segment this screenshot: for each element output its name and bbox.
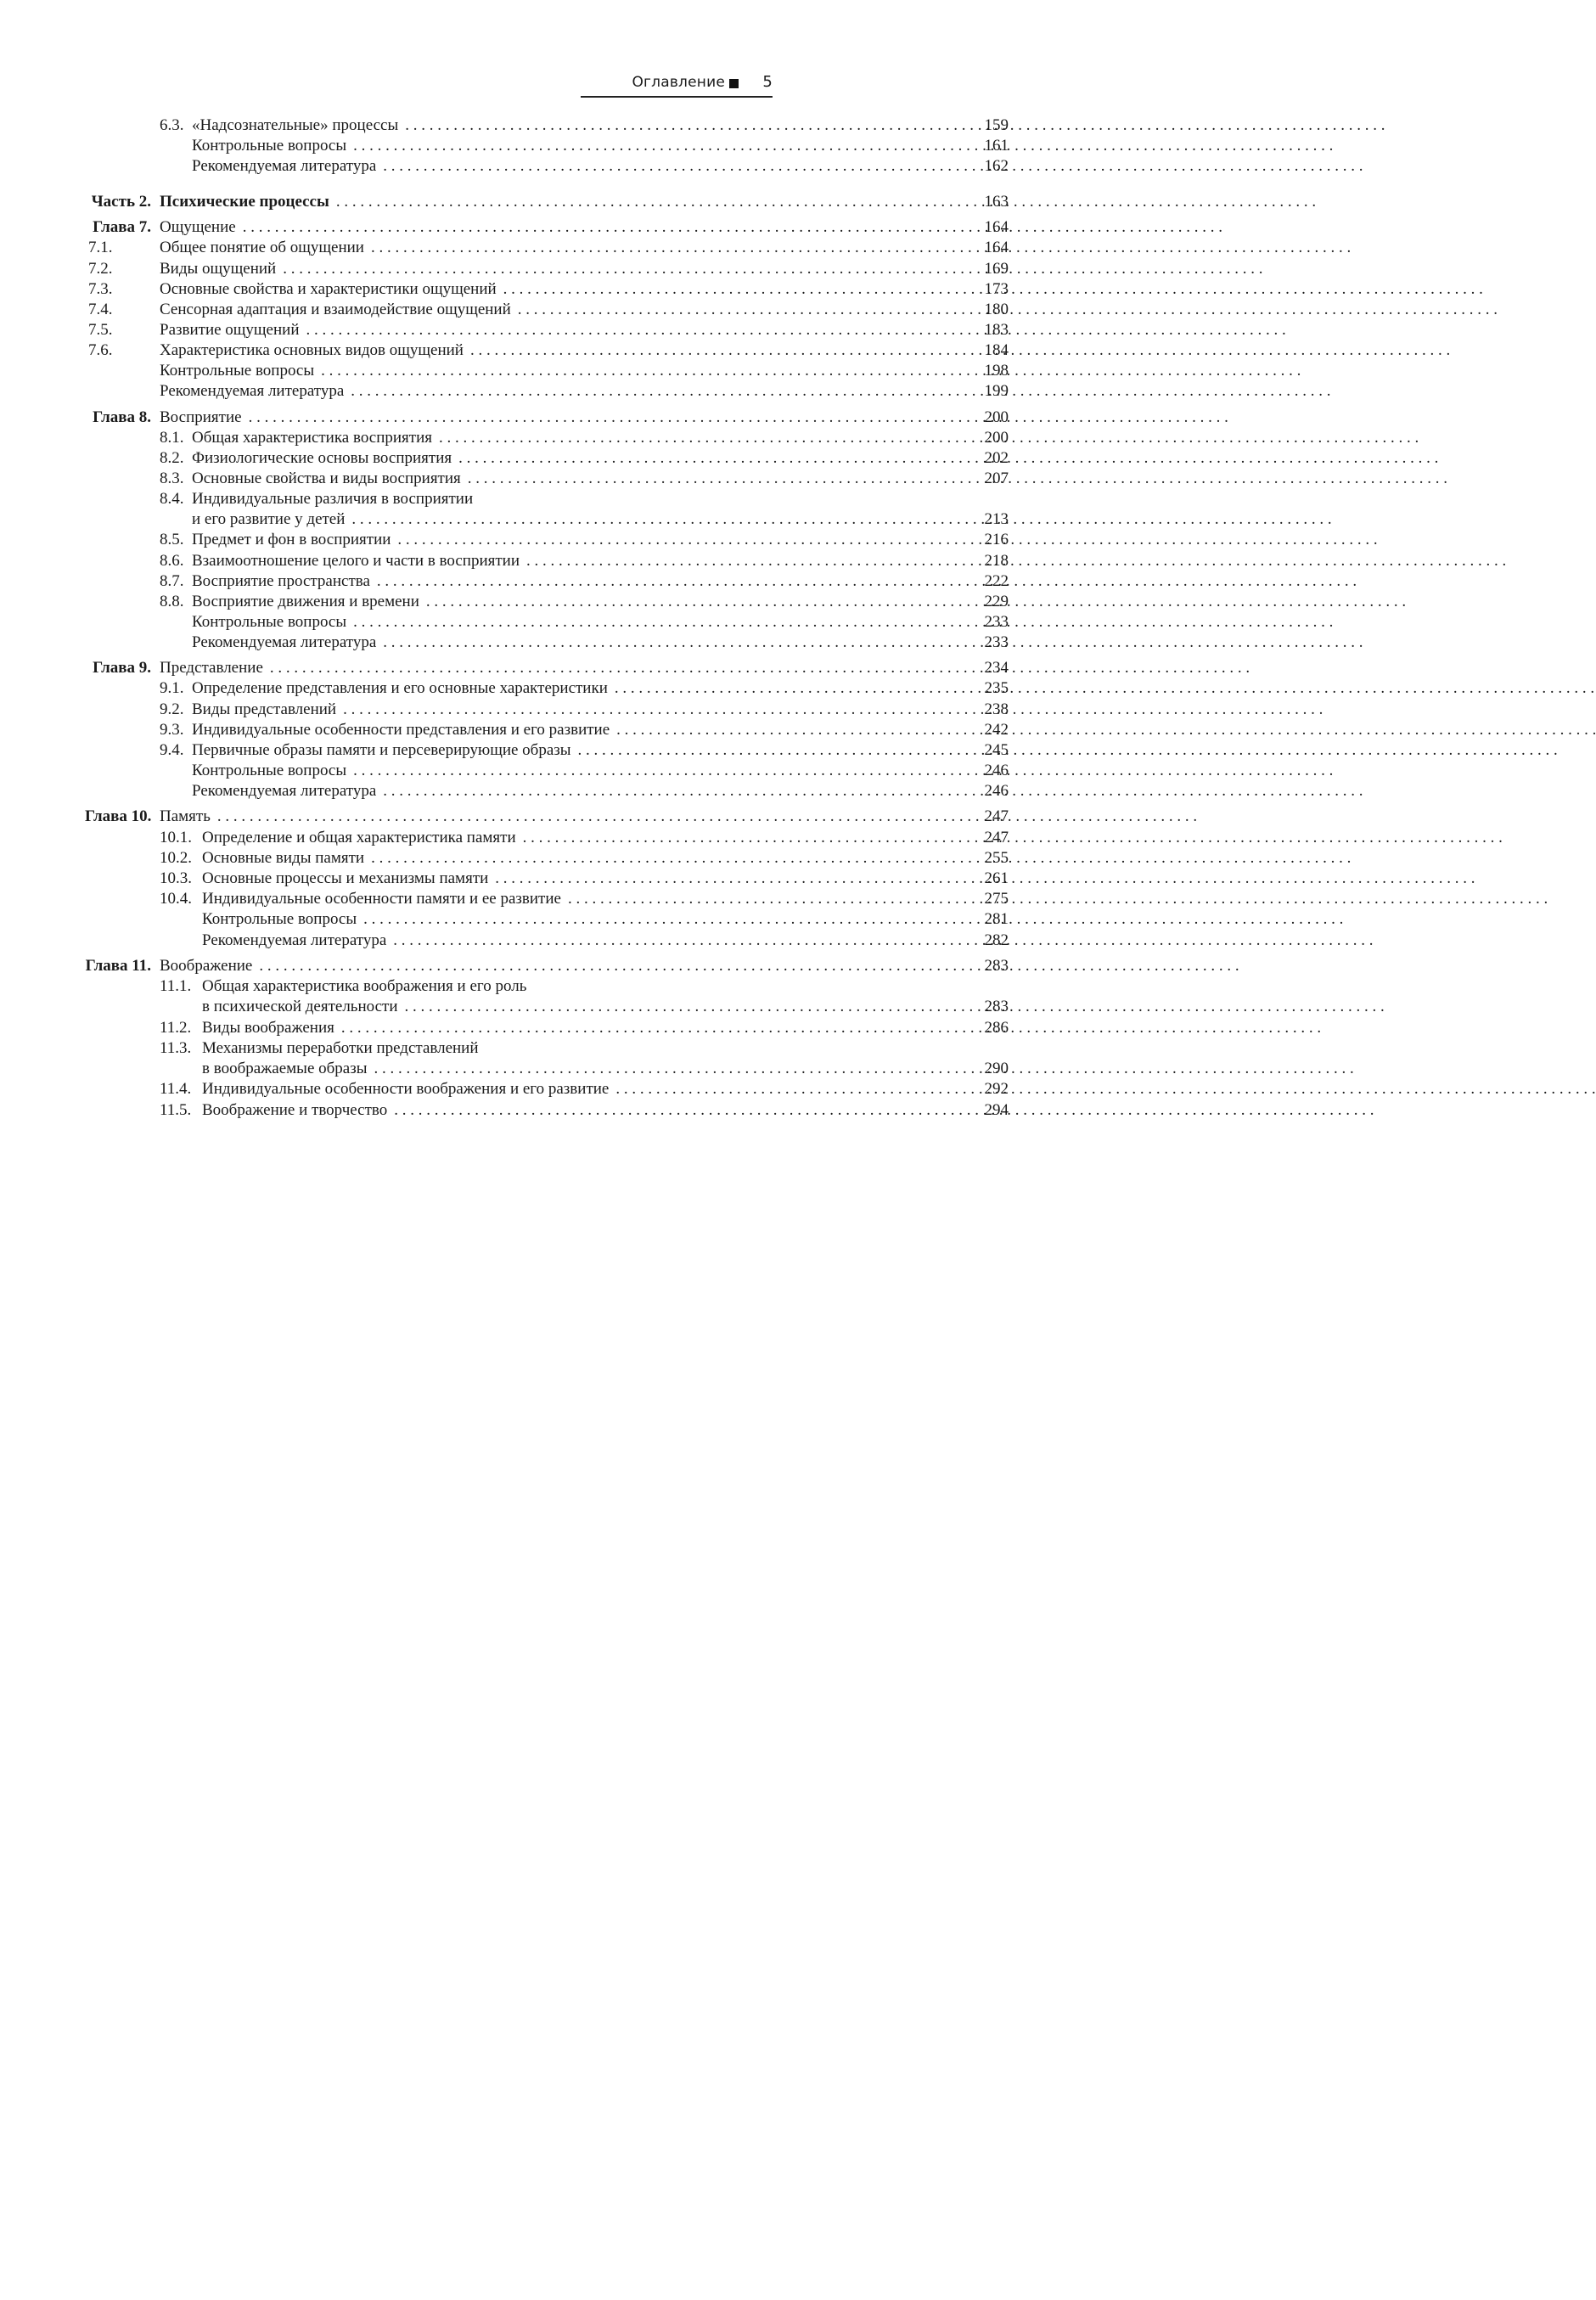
toc-entry-title: Рекомендуемая литература	[192, 782, 377, 800]
toc-entry-title: Контрольные вопросы	[192, 762, 347, 779]
running-head-title: Оглавление	[632, 74, 725, 91]
toc-entry-number: 10.4.	[160, 890, 192, 908]
toc-entry-page: 238	[984, 700, 1009, 718]
toc-entry-page: 173	[984, 280, 1009, 298]
toc-entry-number: 10.3.	[160, 869, 192, 887]
toc-entry	[0, 848, 1009, 869]
toc-entry	[0, 428, 1009, 448]
toc-entry	[0, 828, 1009, 848]
toc-entry	[0, 781, 1009, 801]
toc-entry-page: 218	[984, 552, 1009, 570]
toc-entry-title: Первичные образы памяти и персеверирующие образы	[192, 741, 571, 759]
toc-entry-page: 184	[984, 341, 1009, 359]
toc-entry-number: 8.5.	[160, 531, 184, 548]
toc-entry-label: Глава 8.	[93, 408, 151, 426]
toc-entry-title: Рекомендуемая литература	[160, 382, 345, 400]
toc-entry	[0, 869, 1009, 889]
toc-entry-page: 183	[984, 321, 1009, 339]
page-number: 5	[762, 73, 773, 91]
toc-entry	[0, 571, 1009, 592]
toc-entry-title: Индивидуальные особенности представления и его развитие	[192, 721, 610, 739]
toc-entry	[0, 530, 1009, 550]
toc-entry-page: 261	[984, 869, 1009, 887]
toc-entry-label: 7.2.	[88, 260, 113, 278]
toc-entry	[0, 720, 1009, 740]
toc-entry-label: 7.3.	[88, 280, 113, 298]
toc-entry-title: Контрольные вопросы	[192, 137, 347, 155]
toc-entry-title: в психической деятельности	[202, 998, 398, 1015]
toc-entry-title: Восприятие пространства	[192, 572, 370, 590]
toc-entry-title: Рекомендуемая литература	[192, 157, 377, 175]
toc-entry-page: 199	[984, 382, 1009, 400]
toc-entry-number: 9.4.	[160, 741, 184, 759]
toc-entry	[0, 931, 1009, 951]
toc-entry	[0, 279, 1009, 300]
toc-entry	[0, 909, 1009, 930]
book-page	[0, 0, 1009, 1200]
toc-entry-page: 200	[984, 408, 1009, 426]
toc-entry	[0, 997, 1009, 1017]
toc-entry-page: 229	[984, 593, 1009, 610]
toc-entry-page: 292	[984, 1080, 1009, 1098]
toc-entry-page: 163	[984, 193, 1009, 211]
toc-entry-title: Общая характеристика восприятия	[192, 429, 433, 447]
toc-entry-page: 162	[984, 157, 1009, 175]
toc-entry-page: 247	[984, 829, 1009, 846]
toc-entry	[0, 448, 1009, 469]
toc-chapter-entry	[0, 807, 1009, 827]
toc-entry-title: Индивидуальные различия в восприятии	[192, 490, 474, 508]
toc-entry	[0, 361, 1009, 381]
toc-entry-title: Индивидуальные особенности воображения и его развитие	[202, 1080, 610, 1098]
toc-entry-page: 207	[984, 470, 1009, 487]
toc-entry-title: Ощущение	[160, 218, 236, 236]
toc-part-entry	[0, 192, 1009, 212]
toc-chapter-entry	[0, 956, 1009, 976]
toc-entry-page: 282	[984, 931, 1009, 949]
toc-entry-title: Рекомендуемая литература	[192, 633, 377, 651]
toc-entry	[0, 381, 1009, 402]
toc-entry-title: Виды представлений	[192, 700, 337, 718]
toc-entry-title: Определение и общая характеристика памяти	[202, 829, 516, 846]
toc-entry	[0, 551, 1009, 571]
toc-entry-title: и его развитие у детей	[192, 510, 346, 528]
toc-entry-page: 235	[984, 679, 1009, 697]
toc-entry-page: 294	[984, 1101, 1009, 1119]
toc-entry-title: Механизмы переработки представлений	[202, 1039, 479, 1057]
toc-entry	[0, 761, 1009, 781]
toc-entry-title: Взаимоотношение целого и части в восприятии	[192, 552, 520, 570]
toc-entry-page: 202	[984, 449, 1009, 467]
toc-entry-page: 213	[984, 510, 1009, 528]
toc-entry-page: 164	[984, 218, 1009, 236]
toc-entry-number: 6.3.	[160, 116, 184, 134]
toc-entry	[0, 612, 1009, 633]
toc-chapter-entry	[0, 658, 1009, 678]
toc-entry-page: 286	[984, 1019, 1009, 1037]
toc-entry-number: 11.4.	[160, 1080, 192, 1098]
toc-chapter-entry	[0, 408, 1009, 428]
toc-entry	[0, 136, 1009, 156]
toc-entry-number: 8.7.	[160, 572, 184, 590]
toc-entry-number: 11.1.	[160, 977, 192, 995]
toc-entry-title: Основные свойства и характеристики ощущений	[160, 280, 497, 298]
toc-entry	[0, 1038, 849, 1059]
table-of-contents	[0, 0, 1009, 1200]
toc-entry-title: Восприятие движения и времени	[192, 593, 419, 610]
toc-entry	[0, 1079, 1009, 1099]
toc-entry-number: 9.3.	[160, 721, 184, 739]
toc-entry-page: 233	[984, 613, 1009, 631]
toc-entry-page: 233	[984, 633, 1009, 651]
toc-entry-title: Определение представления и его основные характеристики	[192, 679, 608, 697]
toc-entry-title: Представление	[160, 659, 263, 677]
toc-entry-page: 222	[984, 572, 1009, 590]
toc-entry-title: Сенсорная адаптация и взаимодействие ощущений	[160, 301, 511, 318]
toc-entry-number: 10.1.	[160, 829, 192, 846]
toc-entry-title: Индивидуальные особенности памяти и ее развитие	[202, 890, 561, 908]
toc-entry-page: 161	[984, 137, 1009, 155]
toc-entry-label: Часть 2.	[91, 193, 151, 211]
toc-entry	[0, 592, 1009, 612]
toc-entry-number: 11.2.	[160, 1019, 192, 1037]
toc-entry	[0, 115, 1009, 136]
toc-entry-label: 7.6.	[88, 341, 113, 359]
toc-entry-number: 11.5.	[160, 1101, 192, 1119]
toc-entry-page: 281	[984, 910, 1009, 928]
toc-entry	[0, 300, 1009, 320]
toc-entry-title: Характеристика основных видов ощущений	[160, 341, 464, 359]
toc-entry	[0, 633, 1009, 653]
toc-entry	[0, 469, 1009, 489]
toc-entry-number: 11.3.	[160, 1039, 192, 1057]
toc-entry-title: Контрольные вопросы	[160, 362, 315, 380]
toc-entry	[0, 700, 1009, 720]
toc-entry-title: Развитие ощущений	[160, 321, 300, 339]
toc-entry-page: 255	[984, 849, 1009, 867]
toc-entry-page: 242	[984, 721, 1009, 739]
toc-entry-page: 216	[984, 531, 1009, 548]
toc-entry-page: 246	[984, 782, 1009, 800]
toc-entry-number: 9.1.	[160, 679, 184, 697]
toc-chapter-entry	[0, 217, 1009, 238]
toc-entry	[0, 489, 849, 509]
toc-entry-title: Физиологические основы восприятия	[192, 449, 452, 467]
toc-entry-title: Воображение и творчество	[202, 1101, 388, 1119]
toc-entry-number: 8.3.	[160, 470, 184, 487]
toc-entry-page: 247	[984, 807, 1009, 825]
toc-entry-label: 7.5.	[88, 321, 113, 339]
toc-entry-title: Восприятие	[160, 408, 242, 426]
toc-entry	[0, 320, 1009, 340]
toc-entry-label: Глава 9.	[93, 659, 151, 677]
toc-entry-number: 8.1.	[160, 429, 184, 447]
toc-entry-page: 159	[984, 116, 1009, 134]
toc-entry-page: 290	[984, 1060, 1009, 1077]
toc-entry-title: Основные свойства и виды восприятия	[192, 470, 461, 487]
toc-entry-page: 234	[984, 659, 1009, 677]
toc-entry	[0, 156, 1009, 177]
toc-entry-page: 246	[984, 762, 1009, 779]
toc-entry	[0, 740, 1009, 761]
toc-entry	[0, 238, 1009, 258]
toc-entry-page: 164	[984, 239, 1009, 256]
toc-entry-label: Глава 11.	[85, 957, 151, 975]
toc-entry-title: Общая характеристика воображения и его роль	[202, 977, 527, 995]
toc-entry	[0, 1018, 1009, 1038]
toc-entry-page: 198	[984, 362, 1009, 380]
toc-entry	[0, 259, 1009, 279]
toc-entry-number: 8.6.	[160, 552, 184, 570]
toc-entry-title: Основные процессы и механизмы памяти	[202, 869, 489, 887]
toc-entry-label: 7.1.	[88, 239, 113, 256]
toc-entry	[0, 1059, 1009, 1079]
toc-entry	[0, 1100, 1009, 1121]
toc-entry-title: Виды воображения	[202, 1019, 334, 1037]
toc-entry-number: 10.2.	[160, 849, 192, 867]
toc-entry	[0, 678, 1009, 699]
toc-entry-label: Глава 10.	[85, 807, 152, 825]
toc-entry-title: Основные виды памяти	[202, 849, 365, 867]
toc-entry-page: 245	[984, 741, 1009, 759]
toc-entry-number: 8.4.	[160, 490, 184, 508]
toc-entry-title: «Надсознательные» процессы	[192, 116, 399, 134]
toc-entry-title: Виды ощущений	[160, 260, 277, 278]
toc-entry-label: 7.4.	[88, 301, 113, 318]
toc-entry-number: 9.2.	[160, 700, 184, 718]
toc-entry	[0, 976, 849, 997]
toc-entry-page: 275	[984, 890, 1009, 908]
toc-entry-page: 283	[984, 998, 1009, 1015]
toc-entry-title: в воображаемые образы	[202, 1060, 368, 1077]
toc-entry-number: 8.8.	[160, 593, 184, 610]
toc-entry-title: Память	[160, 807, 211, 825]
toc-entry-page: 180	[984, 301, 1009, 318]
toc-entry-label: Глава 7.	[93, 218, 151, 236]
toc-entry-title: Контрольные вопросы	[192, 613, 347, 631]
toc-entry-page: 283	[984, 957, 1009, 975]
toc-entry-number: 8.2.	[160, 449, 184, 467]
toc-entry-title: Психические процессы	[160, 193, 329, 211]
toc-entry-title: Предмет и фон в восприятии	[192, 531, 391, 548]
toc-entry-page: 169	[984, 260, 1009, 278]
toc-entry	[0, 340, 1009, 361]
toc-entry-title: Общее понятие об ощущении	[160, 239, 364, 256]
toc-entry-title: Контрольные вопросы	[202, 910, 357, 928]
toc-entry	[0, 889, 1009, 909]
toc-entry-title: Воображение	[160, 957, 253, 975]
toc-entry-title: Рекомендуемая литература	[202, 931, 387, 949]
toc-entry-page: 200	[984, 429, 1009, 447]
toc-entry	[0, 509, 1009, 530]
